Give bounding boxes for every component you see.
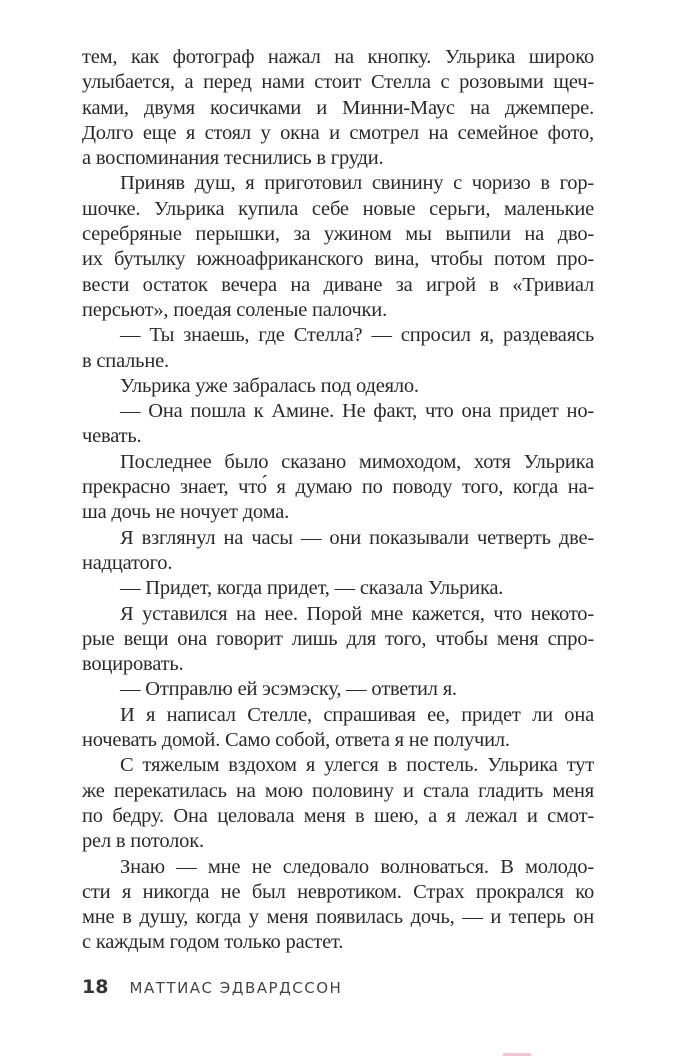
text-line: И я написал Стелле, спрашивая ее, придет ли она bbox=[120, 703, 594, 726]
text-line: же перекатилась на мою половину и стала гладить меня bbox=[82, 779, 594, 802]
text-line: чевать. bbox=[82, 425, 142, 448]
text-line: Ульрика уже забралась под одеяло. bbox=[120, 374, 419, 397]
text-line: Последнее было сказано мимоходом, хотя Ульрика bbox=[120, 450, 594, 473]
text-line: воцировать. bbox=[82, 653, 184, 676]
text-line: Я уставился на нее. Порой мне кажется, что некото- bbox=[120, 602, 594, 625]
text-line: по бедру. Она целовала меня в шею, а я лежал и смот- bbox=[82, 804, 594, 827]
scan-mark bbox=[503, 1053, 531, 1056]
page-footer bbox=[82, 976, 342, 998]
body-text bbox=[82, 45, 594, 956]
text-line: их бутылку южноафриканского вина, чтобы потом про- bbox=[82, 248, 594, 271]
text-line: вести остаток вечера на диване за игрой в «Тривиал bbox=[82, 273, 594, 296]
text-line: — Придет, когда придет, — сказала Ульрика. bbox=[120, 577, 504, 600]
text-line: Долго еще я стоял у окна и смотрел на семейное фото, bbox=[82, 121, 594, 144]
text-line: Знаю — мне не следовало волноваться. В молодо- bbox=[120, 855, 594, 878]
text-line: ками, двумя косичками и Минни-Маус на джемпере. bbox=[82, 96, 594, 119]
text-line: рые вещи она говорит лишь для того, чтобы меня спро- bbox=[82, 627, 594, 650]
text-line: улыбается, а перед нами стоит Стелла с розовыми щеч- bbox=[82, 71, 594, 94]
text-line: персьют», поедая соленые палочки. bbox=[82, 298, 387, 321]
text-line: — Она пошла к Амине. Не факт, что она придет но- bbox=[120, 400, 594, 423]
text-line: мне в душу, когда у меня появилась дочь, — и теперь он bbox=[82, 906, 594, 929]
text-line: Приняв душ, я приготовил свинину с чоризо в гор- bbox=[120, 172, 594, 195]
text-line: сти я никогда не был невротиком. Страх прокрался ко bbox=[82, 880, 594, 903]
text-line: шочке. Ульрика купила себе новые серьги, маленькие bbox=[82, 197, 594, 220]
text-line: рел в потолок. bbox=[82, 830, 204, 853]
text-line: С тяжелым вздохом я улегся в постель. Ульрика тут bbox=[120, 754, 594, 777]
text-line: — Отправлю ей эсэмэску, — ответил я. bbox=[120, 678, 457, 701]
text-line: прекрасно знает, что́ я думаю по поводу того, когда на- bbox=[82, 476, 594, 499]
text-line: а воспоминания теснились в груди. bbox=[82, 147, 384, 170]
text-line: серебряные перышки, за ужином мы выпили на дво- bbox=[82, 223, 594, 246]
text-line: надцатого. bbox=[82, 551, 173, 574]
text-line: в спальне. bbox=[82, 349, 169, 372]
running-title: МАТТИАС ЭДВАРДССОН bbox=[129, 979, 343, 997]
text-line: с каждым годом только растет. bbox=[82, 931, 344, 954]
page-number: 18 bbox=[82, 976, 109, 998]
text-line: тем, как фотограф нажал на кнопку. Ульрика широко bbox=[82, 46, 594, 68]
text-line: ночевать домой. Само собой, ответа я не получил. bbox=[82, 729, 510, 752]
text-line: — Ты знаешь, где Стелла? — спросил я, раздеваясь bbox=[120, 324, 594, 347]
text-line: ша дочь не ночует дома. bbox=[82, 501, 290, 524]
text-line: Я взглянул на часы — они показывали четверть две- bbox=[120, 526, 594, 549]
